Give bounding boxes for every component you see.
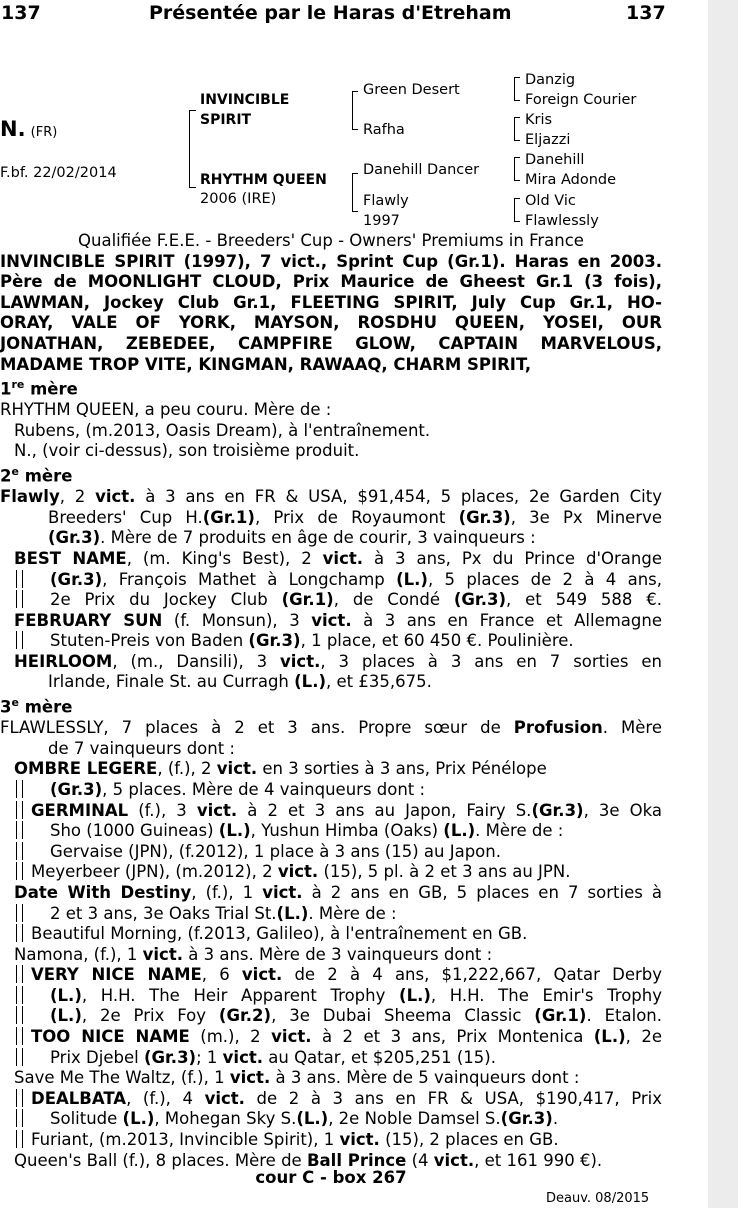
ped-dss: Danehill (525, 152, 585, 168)
produce-germinal: Sho (1000 Guineas) (L.), Yushun Himba (Oaks) (L.). Mère de : (0, 821, 662, 842)
grandsire-dam: Danehill Dancer (363, 162, 480, 178)
bracket-ss (514, 77, 520, 101)
third-dam-line: de 7 vainqueurs dont : (48, 738, 235, 758)
heading-third-dam: 3e mère (0, 696, 73, 717)
dam-sub: 2006 (IRE) (200, 191, 277, 207)
sire-intro-line: MADAME TROP VITE, KINGMAN, RAWAAQ, CHARM SPIRIT, (0, 354, 532, 374)
lot-number-right: 137 (626, 2, 666, 24)
produce-dealbata: Solitude (L.), Mohegan Sky S.(L.), 2e Noble Damsel S.(Gr.3). (0, 1109, 662, 1130)
produce-very-nice-name: (L.), H.H. The Heir Apparent Trophy (L.), H.H. The Emir's Trophy (0, 986, 662, 1007)
produce-too-nice-name: TOO NICE NAME (m.), 2 vict. à 2 et 3 ans, Prix Montenica (L.), 2e (0, 1027, 662, 1048)
produce-best-name: (Gr.3), François Mathet à Longchamp (L.), 5 places de 2 à 4 ans, (0, 570, 662, 591)
bracket-dam (352, 173, 358, 212)
sire-line2: SPIRIT (200, 112, 252, 128)
granddam-dam: Flawly (363, 193, 409, 209)
horse-country: (FR) (30, 125, 58, 140)
second-dam-line: Breeders' Cup H.(Gr.1), Prix de Royaumont (Gr.3), 3e Px Minerve (48, 507, 663, 527)
page-gutter (708, 0, 738, 1208)
sale-reference: Deauv. 08/2015 (546, 1191, 650, 1206)
produce-february-sun: Stuten-Preis von Baden (Gr.3), 1 place, et 60 450 €. Poulinière. (0, 631, 662, 652)
sire-line1: INVINCIBLE (200, 92, 290, 108)
horse-name-block (0, 117, 57, 141)
horse-birth: F.bf. 22/02/2014 (0, 165, 117, 181)
bracket-sire (352, 91, 358, 130)
catalogue-body (0, 231, 662, 1171)
produce-heirloom: Irlande, Finale St. au Curragh (L.), et £35,675. (48, 672, 432, 692)
ped-dsd: Mira Adonde (525, 172, 617, 188)
produce-february-sun: FEBRUARY SUN (f. Monsun), 3 vict. à 3 ans en France et Allemagne (14, 610, 663, 630)
bracket-sire-dam (189, 110, 196, 188)
produce-very-nice-name: VERY NICE NAME, 6 vict. de 2 à 4 ans, $1,222,667, Qatar Derby (0, 965, 662, 986)
produce-beautiful-morning: Beautiful Morning, (f.2013, Galileo), à l'entraînement en GB. (0, 924, 662, 945)
first-dam-produce: N., (voir ci-dessus), son troisième produit. (14, 441, 360, 461)
produce-save-me-the-waltz: Save Me The Waltz, (f.), 1 vict. à 3 ans. Mère de 5 vainqueurs dont : (14, 1068, 580, 1088)
produce-date-with-destiny: 2 et 3 ans, 3e Oaks Trial St.(L.). Mère de : (0, 904, 662, 925)
third-dam-line: FLAWLESSLY, 7 places à 2 et 3 ans. Propre sœur de Profusion. Mère (0, 718, 662, 738)
first-dam-line: RHYTHM QUEEN, a peu couru. Mère de : (0, 400, 332, 420)
ped-sss: Danzig (525, 72, 576, 88)
sire-intro-line: Père de MOONLIGHT CLOUD, Prix Maurice de Gheest Gr.1 (3 fois), (0, 272, 662, 292)
granddam-dam-year: 1997 (363, 213, 400, 229)
sire-intro-line: JONATHAN, ZEBEDEE, CAMPFIRE GLOW, CAPTAIN MARVELOUS, (0, 333, 662, 353)
produce-very-nice-name: (L.), 2e Prix Foy (Gr.2), 3e Dubai Sheema Classic (Gr.1). Etalon. (0, 1006, 662, 1027)
produce-ombre-legere: OMBRE LEGERE, (f.), 2 vict. en 3 sorties à 3 ans, Prix Pénélope (14, 759, 547, 779)
produce-meyerbeer: Meyerbeer (JPN), (m.2012), 2 vict. (15), 5 pl. à 2 et 3 ans au JPN. (0, 862, 662, 883)
produce-queens-ball: Queen's Ball (f.), 8 places. Mère de Ball Prince (4 vict., et 161 990 €). (14, 1150, 603, 1170)
lot-number-left: 137 (1, 2, 41, 24)
sire-intro-line: INVINCIBLE SPIRIT (1997), 7 vict., Sprint Cup (Gr.1). Haras en 2003. (0, 251, 662, 271)
produce-best-name: BEST NAME, (m. King's Best), 2 vict. à 3 ans, Px du Prince d'Orange (14, 548, 662, 568)
qualification-line: Qualifiée F.E.E. - Breeders' Cup - Owners' Premiums in France (78, 231, 584, 250)
produce-heirloom: HEIRLOOM, (m., Dansili), 3 vict., 3 places à 3 ans en 7 sorties en (14, 651, 662, 671)
second-dam-line: (Gr.3). Mère de 7 produits en âge de courir, 3 vainqueurs : (48, 528, 536, 548)
box-location: cour C - box 267 (255, 1168, 407, 1187)
ped-dds: Old Vic (525, 193, 576, 209)
produce-date-with-destiny: Date With Destiny, (f.), 1 vict. à 2 ans en GB, 5 places en 7 sorties à (14, 882, 662, 902)
heading-second-dam: 2e mère (0, 465, 73, 486)
first-dam-produce: Rubens, (m.2013, Oasis Dream), à l'entraînement. (14, 420, 431, 440)
produce-germinal: GERMINAL (f.), 3 vict. à 2 et 3 ans au Japon, Fairy S.(Gr.3), 3e Oka (0, 801, 662, 822)
produce-best-name: 2e Prix du Jockey Club (Gr.1), de Condé (Gr.3), et 549 588 €. (0, 590, 662, 611)
produce-ombre-legere: (Gr.3), 5 places. Mère de 4 vainqueurs dont : (0, 780, 662, 801)
dam-name: RHYTHM QUEEN (200, 172, 327, 188)
sire-intro-line: ORAY, VALE OF YORK, MAYSON, ROSDHU QUEEN, YOSEI, OUR (0, 313, 662, 333)
second-dam-line: Flawly, 2 vict. à 3 ans en FR & USA, $91,454, 5 places, 2e Garden City (0, 487, 663, 507)
ped-sdd: Eljazzi (525, 132, 571, 148)
produce-dealbata: DEALBATA, (f.), 4 vict. de 2 à 3 ans en FR & USA, $190,417, Prix (0, 1089, 662, 1110)
bracket-sd (514, 117, 520, 141)
produce-germinal: Gervaise (JPN), (f.2012), 1 place à 3 ans (15) au Japon. (0, 842, 662, 863)
horse-name: N. (0, 117, 26, 141)
ped-sds: Kris (525, 112, 553, 128)
page-title: Présentée par le Haras d'Etreham (149, 2, 512, 24)
produce-furiant: Furiant, (m.2013, Invincible Spirit), 1 vict. (15), 2 places en GB. (0, 1130, 662, 1151)
produce-namona: Namona, (f.), 1 vict. à 3 ans. Mère de 3 vainqueurs dont : (14, 944, 493, 964)
granddam-sire: Rafha (363, 122, 405, 138)
heading-first-dam: 1re mère (0, 378, 78, 399)
produce-too-nice-name: Prix Djebel (Gr.3); 1 vict. au Qatar, et $205,251 (15). (0, 1048, 662, 1069)
sire-intro-line: LAWMAN, Jockey Club Gr.1, FLEETING SPIRIT, July Cup Gr.1, HO- (0, 292, 662, 312)
bracket-ds (514, 157, 520, 181)
ped-ddd: Flawlessly (525, 213, 599, 229)
grandsire-sire: Green Desert (363, 82, 460, 98)
ped-ssd: Foreign Courier (525, 92, 637, 108)
bracket-dd (514, 198, 520, 222)
